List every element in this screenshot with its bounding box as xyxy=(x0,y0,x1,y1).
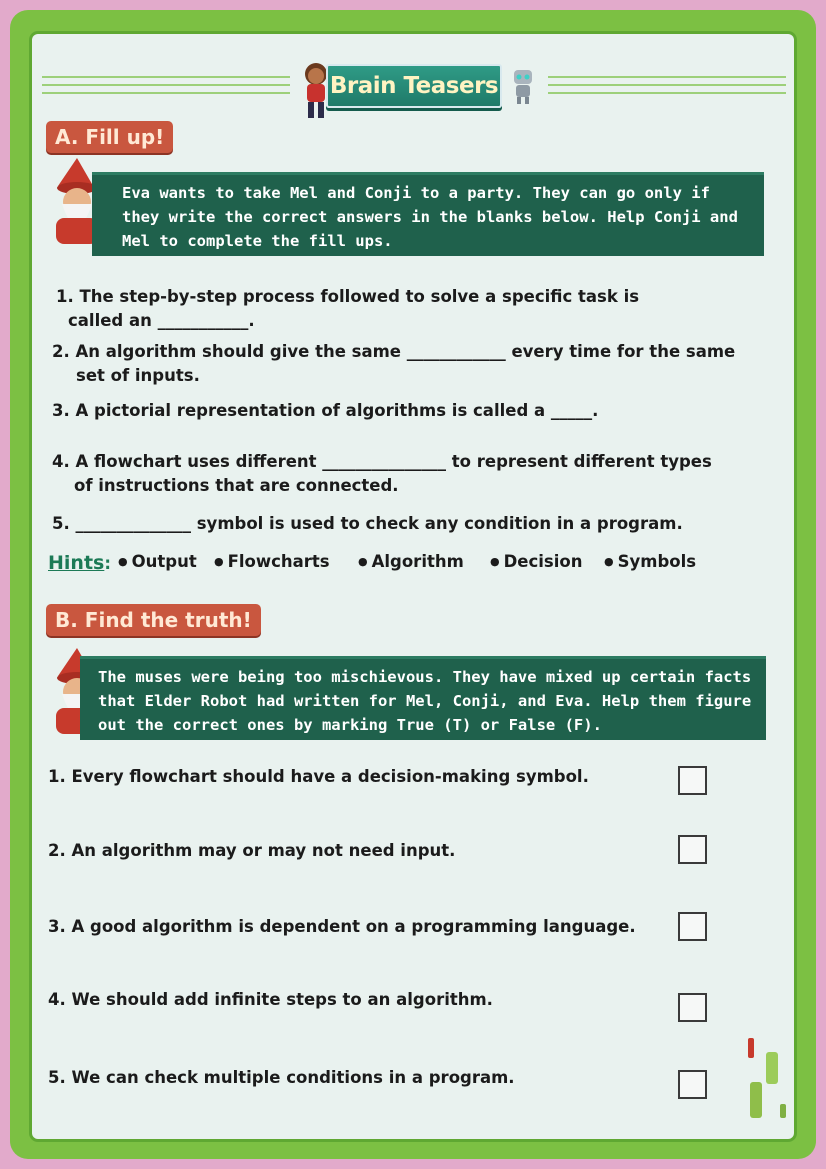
question-3-line1: 3. A pictorial representation of algorithms is called a _____. xyxy=(52,401,599,420)
header-rule-right-1 xyxy=(548,76,786,78)
question-4-line2: of instructions that are connected. xyxy=(74,476,399,495)
statement-3: 3. A good algorithm is dependent on a programming language. xyxy=(48,917,636,936)
question-2 xyxy=(52,340,735,388)
hints-row xyxy=(48,552,697,578)
question-2-line1: 2. An algorithm should give the same ____________ every time for the same xyxy=(52,342,736,361)
question-1 xyxy=(56,285,639,333)
statement-1-checkbox[interactable] xyxy=(678,766,707,795)
section-a-instructions: Eva wants to take Mel and Conji to a party. They can go only if they write the correct answers in the blanks below. Help Conji and Mel to complete the fill ups. xyxy=(92,172,764,256)
question-3 xyxy=(52,399,598,423)
hints-label: Hints xyxy=(48,552,105,574)
title-banner xyxy=(296,58,536,114)
section-a-label: A. Fill up! xyxy=(46,121,173,153)
header-rule-left-1 xyxy=(42,76,290,78)
hints-colon: : xyxy=(104,554,111,573)
section-b-instructions: The muses were being too mischievous. They have mixed up certain facts that Elder Robot had written for Mel, Conji, and Eva. Help them figure out the correct ones by marking True (T) or False (F). xyxy=(80,656,766,740)
hint-algorithm: ● Algorithm xyxy=(358,552,464,571)
hint-symbols: ● Symbols xyxy=(604,552,696,571)
statement-1: 1. Every flowchart should have a decision-making symbol. xyxy=(48,767,589,786)
header-rule-left-3 xyxy=(42,92,290,94)
question-5 xyxy=(52,512,683,536)
title-plate xyxy=(326,64,502,108)
question-4-line1: 4. A flowchart uses different _______________ to represent different types xyxy=(52,452,712,471)
crayons-decoration-icon xyxy=(744,1036,792,1120)
question-1-line2: called an ___________. xyxy=(68,311,255,330)
question-5-line1: 5. ______________ symbol is used to check any condition in a program. xyxy=(52,514,683,533)
question-2-line2: set of inputs. xyxy=(76,366,200,385)
header-rule-right-3 xyxy=(548,92,786,94)
hint-output: ● Output xyxy=(118,552,197,571)
statement-5-checkbox[interactable] xyxy=(678,1070,707,1099)
question-1-line1: 1. The step-by-step process followed to solve a specific task is xyxy=(56,287,640,306)
statement-4-checkbox[interactable] xyxy=(678,993,707,1022)
hint-flowcharts: ● Flowcharts xyxy=(214,552,330,571)
header-rule-left-2 xyxy=(42,84,290,86)
question-4 xyxy=(52,450,712,498)
page-title: Brain Teasers xyxy=(329,73,499,99)
hint-decision: ● Decision xyxy=(490,552,583,571)
section-b-label: B. Find the truth! xyxy=(46,604,261,636)
statement-5: 5. We can check multiple conditions in a program. xyxy=(48,1068,515,1087)
statement-2: 2. An algorithm may or may not need input. xyxy=(48,841,456,860)
statement-3-checkbox[interactable] xyxy=(678,912,707,941)
statement-4: 4. We should add infinite steps to an algorithm. xyxy=(48,990,493,1009)
header-rule-right-2 xyxy=(548,84,786,86)
robot-character-icon xyxy=(508,66,538,106)
statement-2-checkbox[interactable] xyxy=(678,835,707,864)
